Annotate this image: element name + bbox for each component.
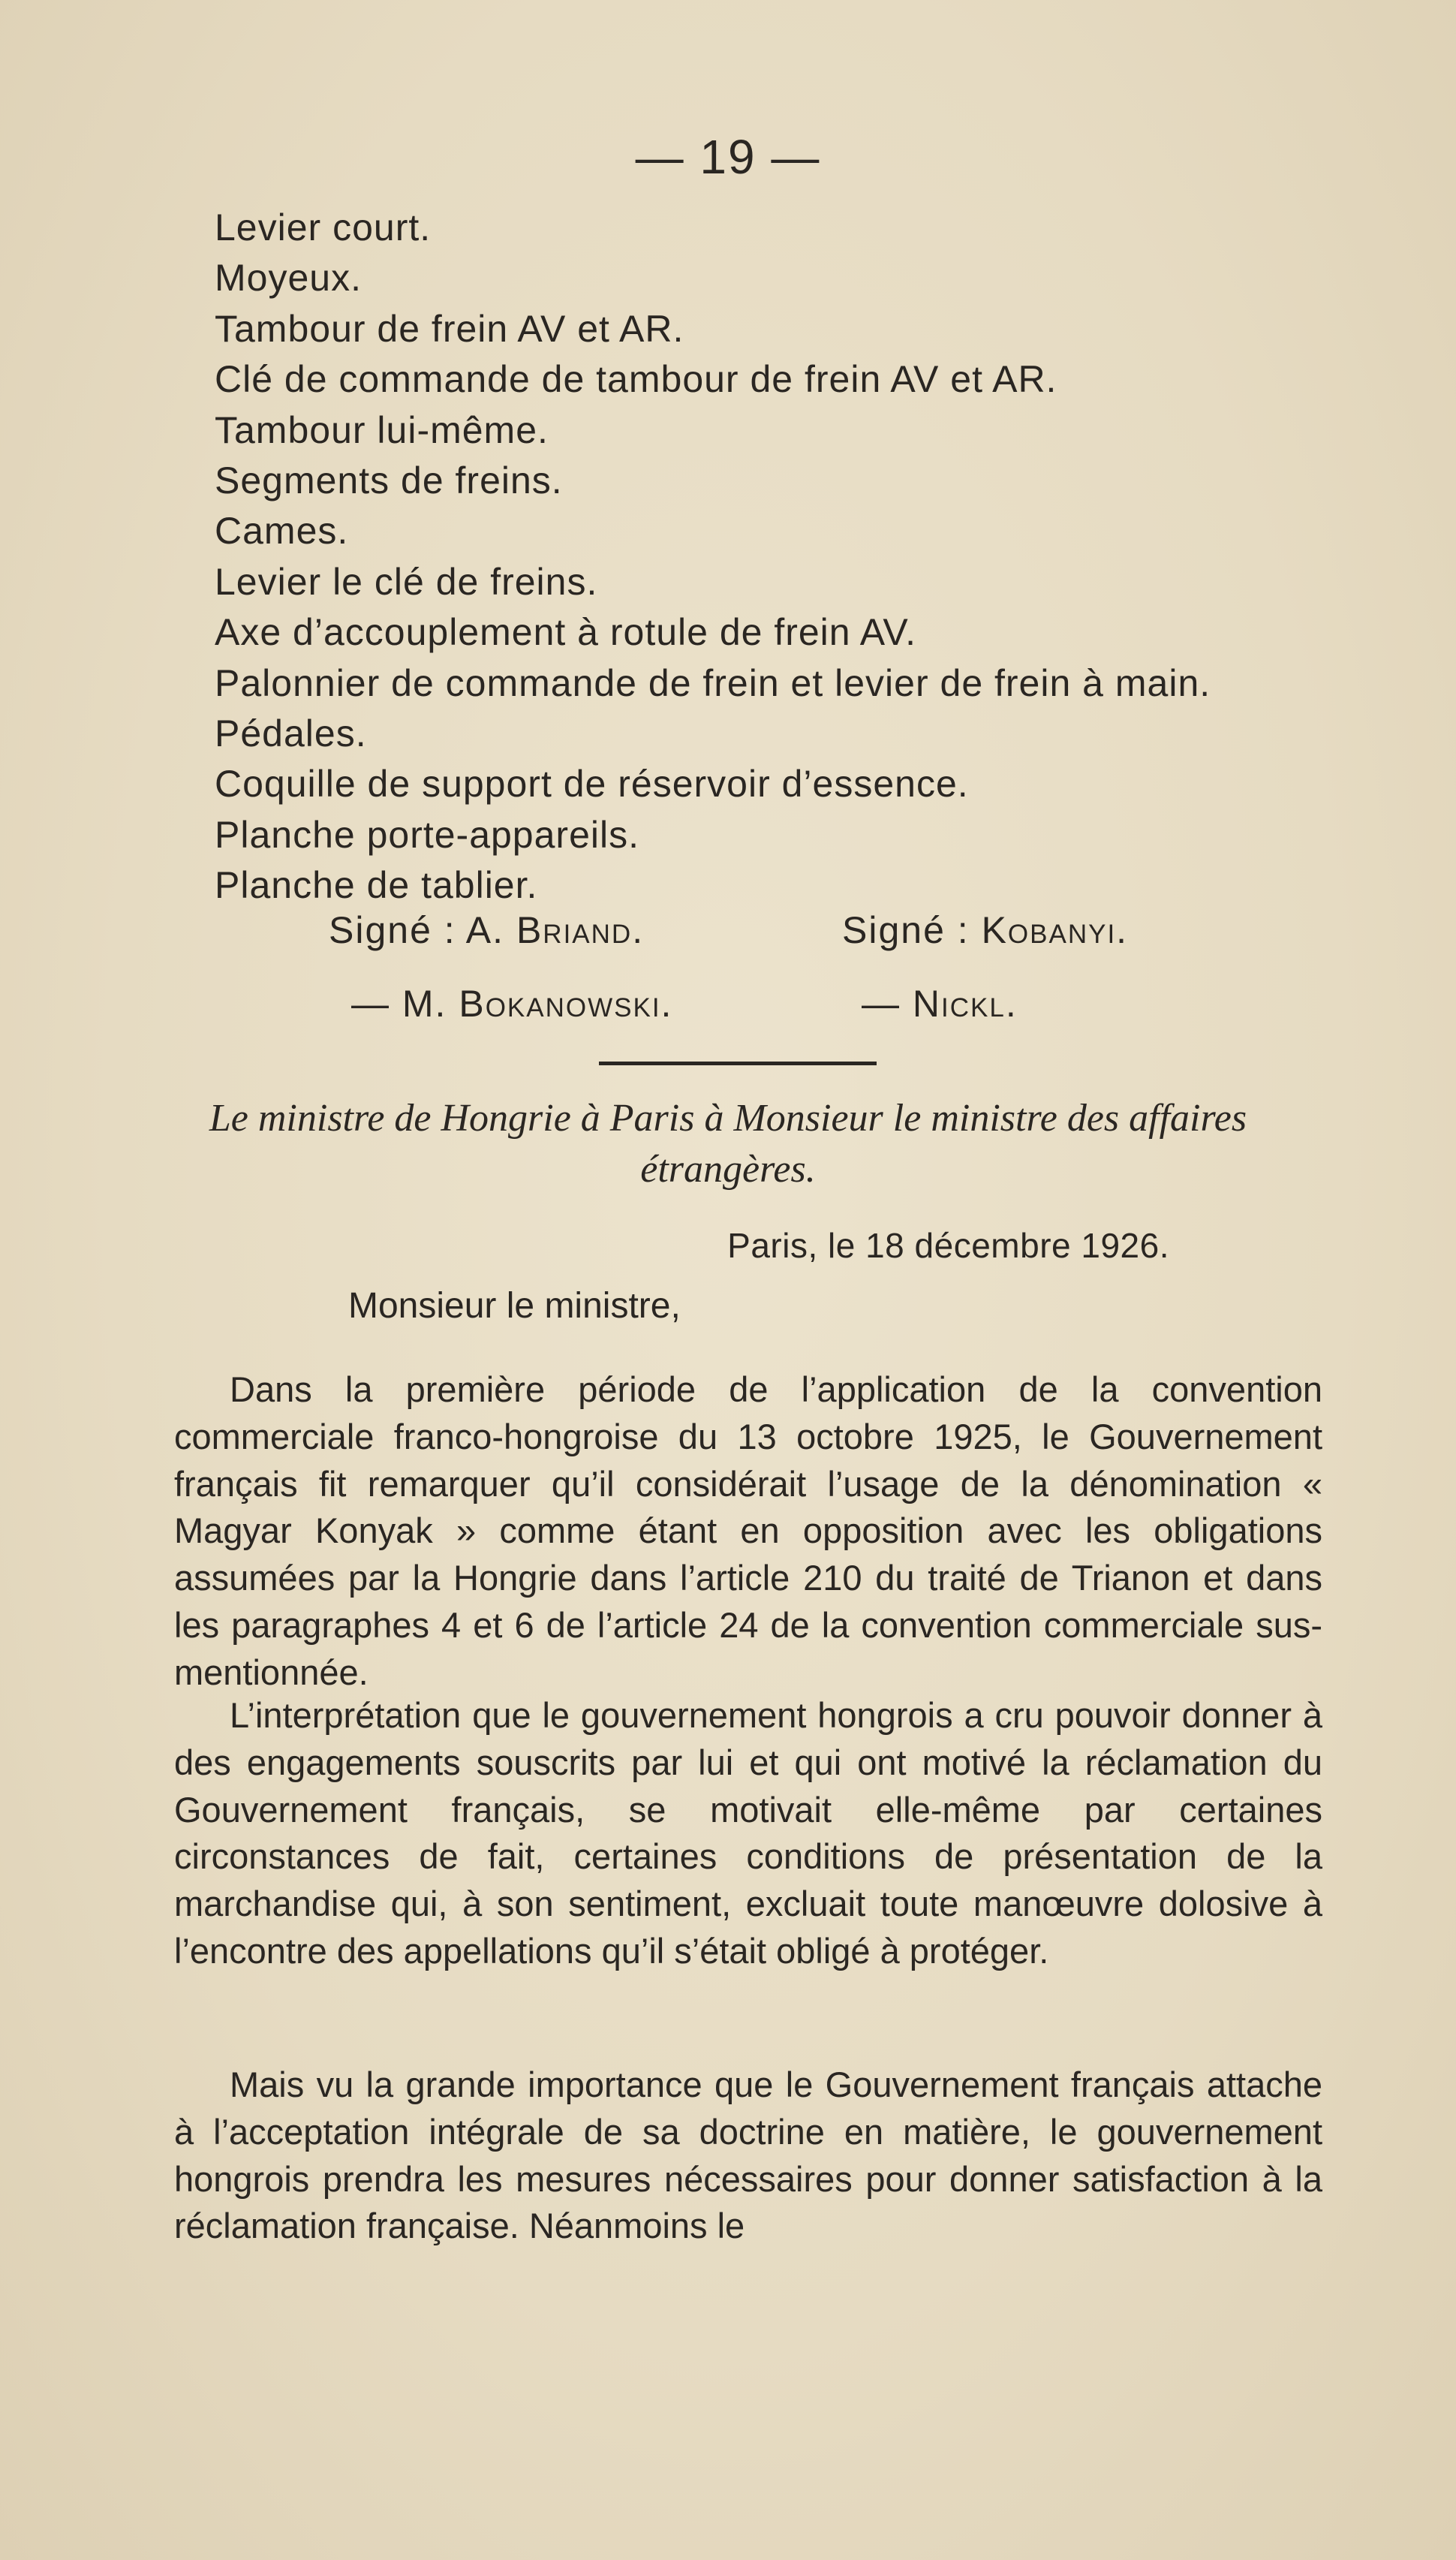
list-item: Axe d’accouplement à rotule de frein AV.: [215, 611, 917, 654]
signatory-name: Kobanyi.: [981, 909, 1129, 951]
page-number: — 19 —: [635, 130, 821, 184]
letter-salutation: Monsieur le ministre,: [348, 1286, 681, 1326]
signature-kobanyi: [842, 908, 1128, 952]
signature-prefix: Signé : A.: [329, 909, 505, 951]
signatory-name: Nickl.: [912, 983, 1018, 1025]
list-item: Levier court.: [215, 206, 432, 248]
section-divider: [599, 1062, 877, 1065]
signature-prefix: Signé :: [842, 909, 970, 951]
letter-heading: Le ministre de Hongrie à Paris à Monsieur le ministre des affaires étrangères.: [209, 1097, 1247, 1191]
list-item: Segments de freins.: [215, 459, 563, 501]
list-item: Moyeux.: [215, 257, 362, 300]
signature-briand: [329, 908, 644, 952]
list-item: Coquille de support de réservoir d’essence.: [215, 763, 969, 806]
list-item: Planche porte-appareils.: [215, 813, 639, 856]
signature-block: [0, 908, 1456, 1056]
list-item: Palonnier de commande de frein et levier de frein à main.: [215, 661, 1211, 704]
body-paragraph: L’interprétation que le gouvernement hongrois a cru pouvoir donner à des engagements souscrits par lui et qui ont motivé la réclamation du Gouvernement français, se motivait elle-même par certaines circonstances de fait, certaines conditions de présentation de la marchandise qui, à son sentiment, excluait toute manœuvre dolosive à l’encontre des appellations qu’il s’était obligé à protéger.: [174, 1695, 1322, 1971]
signatory-name: Briand.: [516, 909, 645, 951]
list-item: Levier le clé de freins.: [215, 560, 598, 603]
body-paragraph: Dans la première période de l’application de la convention commerciale franco-hongroise du 13 octobre 1925, le Gouvernement français fit remarquer qu’il considérait l’usage de la dénomination « Magyar Konyak » comme étant en opposition avec les obligations assumées par la Hongrie dans l’article 210 du traité de Trianon et dans les paragraphes 4 et 6 de l’article 24 de la convention commerciale sus-mentionnée.: [174, 1369, 1322, 1692]
body-paragraph: Mais vu la grande importance que le Gouvernement français attache à l’acceptation intégrale de sa doctrine en matière, le gouvernement hongrois prendra les mesures nécessaires pour donner satisfaction à la réclamation française. Néanmoins le: [174, 2065, 1322, 2246]
signature-nickl: [862, 982, 1018, 1026]
signature-prefix: — M.: [351, 983, 447, 1025]
signature-row: [0, 982, 1456, 1056]
list-item: Clé de commande de tambour de frein AV et AR.: [215, 358, 1057, 401]
signature-bokanowski: [351, 982, 672, 1026]
parts-list: [215, 203, 1340, 911]
list-item: Planche de tablier.: [215, 864, 538, 907]
list-item: Tambour de frein AV et AR.: [215, 307, 684, 350]
list-item: Pédales.: [215, 712, 367, 754]
signature-row: [0, 908, 1456, 982]
list-item: Tambour lui-même.: [215, 408, 549, 451]
list-item: Cames.: [215, 510, 349, 553]
signatory-name: Bokanowski.: [459, 983, 673, 1025]
letter-dateline: Paris, le 18 décembre 1926.: [727, 1226, 1169, 1265]
signature-prefix: —: [862, 983, 901, 1025]
